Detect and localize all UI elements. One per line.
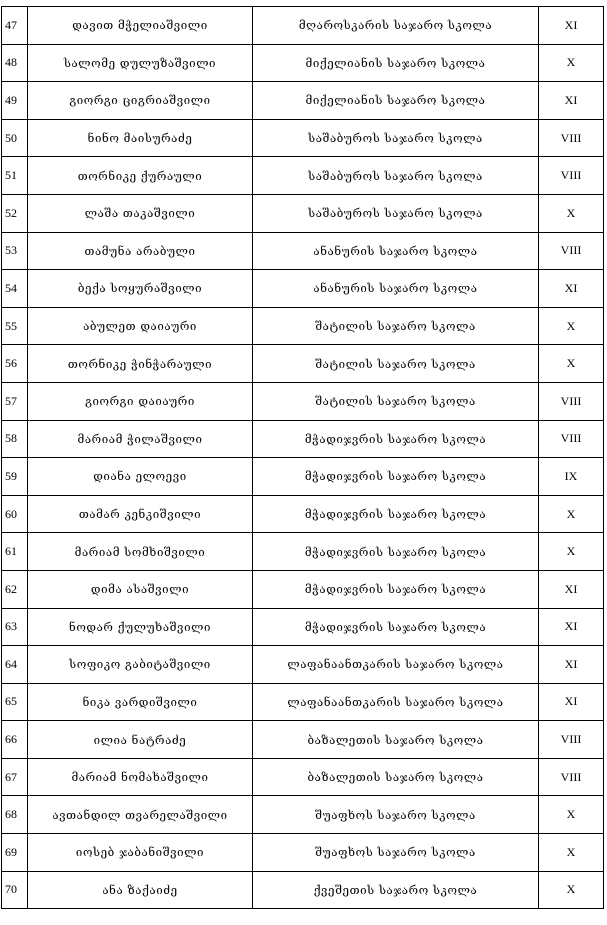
student-name: თამუნა არაბული	[28, 232, 253, 270]
school-name: ლაფანაანთკარის საჯარო სკოლა	[253, 646, 539, 684]
student-name: ილია ნატრაძე	[28, 721, 253, 759]
row-number: 50	[2, 119, 28, 157]
row-number: 67	[2, 758, 28, 796]
grade-level: X	[539, 834, 604, 872]
school-name: მჭადიჯვრის საჯარო სკოლა	[253, 495, 539, 533]
table-row	[2, 270, 604, 308]
row-number: 62	[2, 570, 28, 608]
grade-level: X	[539, 796, 604, 834]
table-row	[2, 495, 604, 533]
row-number: 61	[2, 533, 28, 571]
school-name: ლაფანაანთკარის საჯარო სკოლა	[253, 683, 539, 721]
row-number: 55	[2, 307, 28, 345]
student-name: დიანა ელოევი	[28, 458, 253, 496]
student-name: ნოდარ ქულუხაშვილი	[28, 608, 253, 646]
grade-level: VIII	[539, 232, 604, 270]
row-number: 58	[2, 420, 28, 458]
student-name: აბულეთ დაიაური	[28, 307, 253, 345]
student-name: მარიამ ჭილაშვილი	[28, 420, 253, 458]
school-name: მჭადიჯვრის საჯარო სკოლა	[253, 458, 539, 496]
table-row	[2, 82, 604, 120]
grade-level: VIII	[539, 382, 604, 420]
row-number: 54	[2, 270, 28, 308]
row-number: 66	[2, 721, 28, 759]
student-name: ნიკა ვარდიშვილი	[28, 683, 253, 721]
student-name: მარიამ ნომახაშვილი	[28, 758, 253, 796]
school-name: მიქელიანის საჯარო სკოლა	[253, 82, 539, 120]
grade-level: XI	[539, 270, 604, 308]
table-row	[2, 382, 604, 420]
school-name: მჭადიჯვრის საჯარო სკოლა	[253, 608, 539, 646]
table-row	[2, 570, 604, 608]
grade-level: X	[539, 871, 604, 909]
grade-level: XI	[539, 683, 604, 721]
student-name: გიორგი ციგრიაშვილი	[28, 82, 253, 120]
table-row	[2, 157, 604, 195]
student-name: დიმა ასაშვილი	[28, 570, 253, 608]
table-row	[2, 758, 604, 796]
student-name: ლაშა თაკაშვილი	[28, 194, 253, 232]
school-name: ბაზალეთის საჯარო სკოლა	[253, 758, 539, 796]
row-number: 65	[2, 683, 28, 721]
grade-level: VIII	[539, 721, 604, 759]
grade-level: IX	[539, 458, 604, 496]
table-row	[2, 796, 604, 834]
school-name: ბაზალეთის საჯარო სკოლა	[253, 721, 539, 759]
grade-level: XI	[539, 7, 604, 45]
grade-level: XI	[539, 570, 604, 608]
row-number: 57	[2, 382, 28, 420]
school-name: საშაბუროს საჯარო სკოლა	[253, 119, 539, 157]
school-name: შუაფხოს საჯარო სკოლა	[253, 796, 539, 834]
grade-level: X	[539, 495, 604, 533]
table-row	[2, 646, 604, 684]
grade-level: VIII	[539, 119, 604, 157]
table-row	[2, 307, 604, 345]
grade-level: XI	[539, 646, 604, 684]
student-name: გიორგი დაიაური	[28, 382, 253, 420]
school-name: მჭადიჯვრის საჯარო სკოლა	[253, 570, 539, 608]
table-row	[2, 683, 604, 721]
table-row	[2, 420, 604, 458]
grade-level: XI	[539, 82, 604, 120]
grade-level: XI	[539, 608, 604, 646]
row-number: 68	[2, 796, 28, 834]
school-name: ანანურის საჯარო სკოლა	[253, 270, 539, 308]
school-name: საშაბუროს საჯარო სკოლა	[253, 157, 539, 195]
grade-level: X	[539, 533, 604, 571]
school-name: მიქელიანის საჯარო სკოლა	[253, 44, 539, 82]
student-name: სალომე დულუზაშვილი	[28, 44, 253, 82]
row-number: 52	[2, 194, 28, 232]
student-name: დავით მჭელიაშვილი	[28, 7, 253, 45]
student-name: თამარ კენკიშვილი	[28, 495, 253, 533]
table-row	[2, 345, 604, 383]
student-name: ნინო მაისურაძე	[28, 119, 253, 157]
school-name: მჭადიჯვრის საჯარო სკოლა	[253, 533, 539, 571]
row-number: 64	[2, 646, 28, 684]
school-name: შატილის საჯარო სკოლა	[253, 345, 539, 383]
school-name: შატილის საჯარო სკოლა	[253, 307, 539, 345]
school-name: მღაროსკარის საჯარო სკოლა	[253, 7, 539, 45]
school-name: ქვეშეთის საჯარო სკოლა	[253, 871, 539, 909]
table-row	[2, 458, 604, 496]
student-name: თორნიკე ქურაული	[28, 157, 253, 195]
grade-level: VIII	[539, 758, 604, 796]
school-name: მჭადიჯვრის საჯარო სკოლა	[253, 420, 539, 458]
student-name: სოფიკო გაბიტაშვილი	[28, 646, 253, 684]
school-name: შუაფხოს საჯარო სკოლა	[253, 834, 539, 872]
row-number: 60	[2, 495, 28, 533]
row-number: 49	[2, 82, 28, 120]
table-row	[2, 834, 604, 872]
table-row	[2, 871, 604, 909]
school-name: საშაბუროს საჯარო სკოლა	[253, 194, 539, 232]
student-name: ავთანდილ თვარელაშვილი	[28, 796, 253, 834]
grade-level: X	[539, 307, 604, 345]
student-name: მარიამ სომხიშვილი	[28, 533, 253, 571]
table-row	[2, 608, 604, 646]
participants-table	[1, 6, 604, 909]
student-name: ანა ზაქაიძე	[28, 871, 253, 909]
row-number: 51	[2, 157, 28, 195]
row-number: 69	[2, 834, 28, 872]
table-row	[2, 44, 604, 82]
grade-level: X	[539, 44, 604, 82]
school-name: შატილის საჯარო სკოლა	[253, 382, 539, 420]
grade-level: VIII	[539, 157, 604, 195]
student-name: ბექა სოყურაშვილი	[28, 270, 253, 308]
row-number: 53	[2, 232, 28, 270]
student-name: თორნიკე ჭინჭარაული	[28, 345, 253, 383]
row-number: 59	[2, 458, 28, 496]
row-number: 48	[2, 44, 28, 82]
row-number: 63	[2, 608, 28, 646]
table-row	[2, 194, 604, 232]
student-name: იოსებ ჯაბანიშვილი	[28, 834, 253, 872]
grade-level: X	[539, 194, 604, 232]
table-row	[2, 7, 604, 45]
row-number: 56	[2, 345, 28, 383]
row-number: 47	[2, 7, 28, 45]
grade-level: VIII	[539, 420, 604, 458]
grade-level: X	[539, 345, 604, 383]
table-row	[2, 232, 604, 270]
table-row	[2, 721, 604, 759]
table-row	[2, 119, 604, 157]
school-name: ანანურის საჯარო სკოლა	[253, 232, 539, 270]
table-row	[2, 533, 604, 571]
row-number: 70	[2, 871, 28, 909]
table-body	[2, 7, 604, 909]
